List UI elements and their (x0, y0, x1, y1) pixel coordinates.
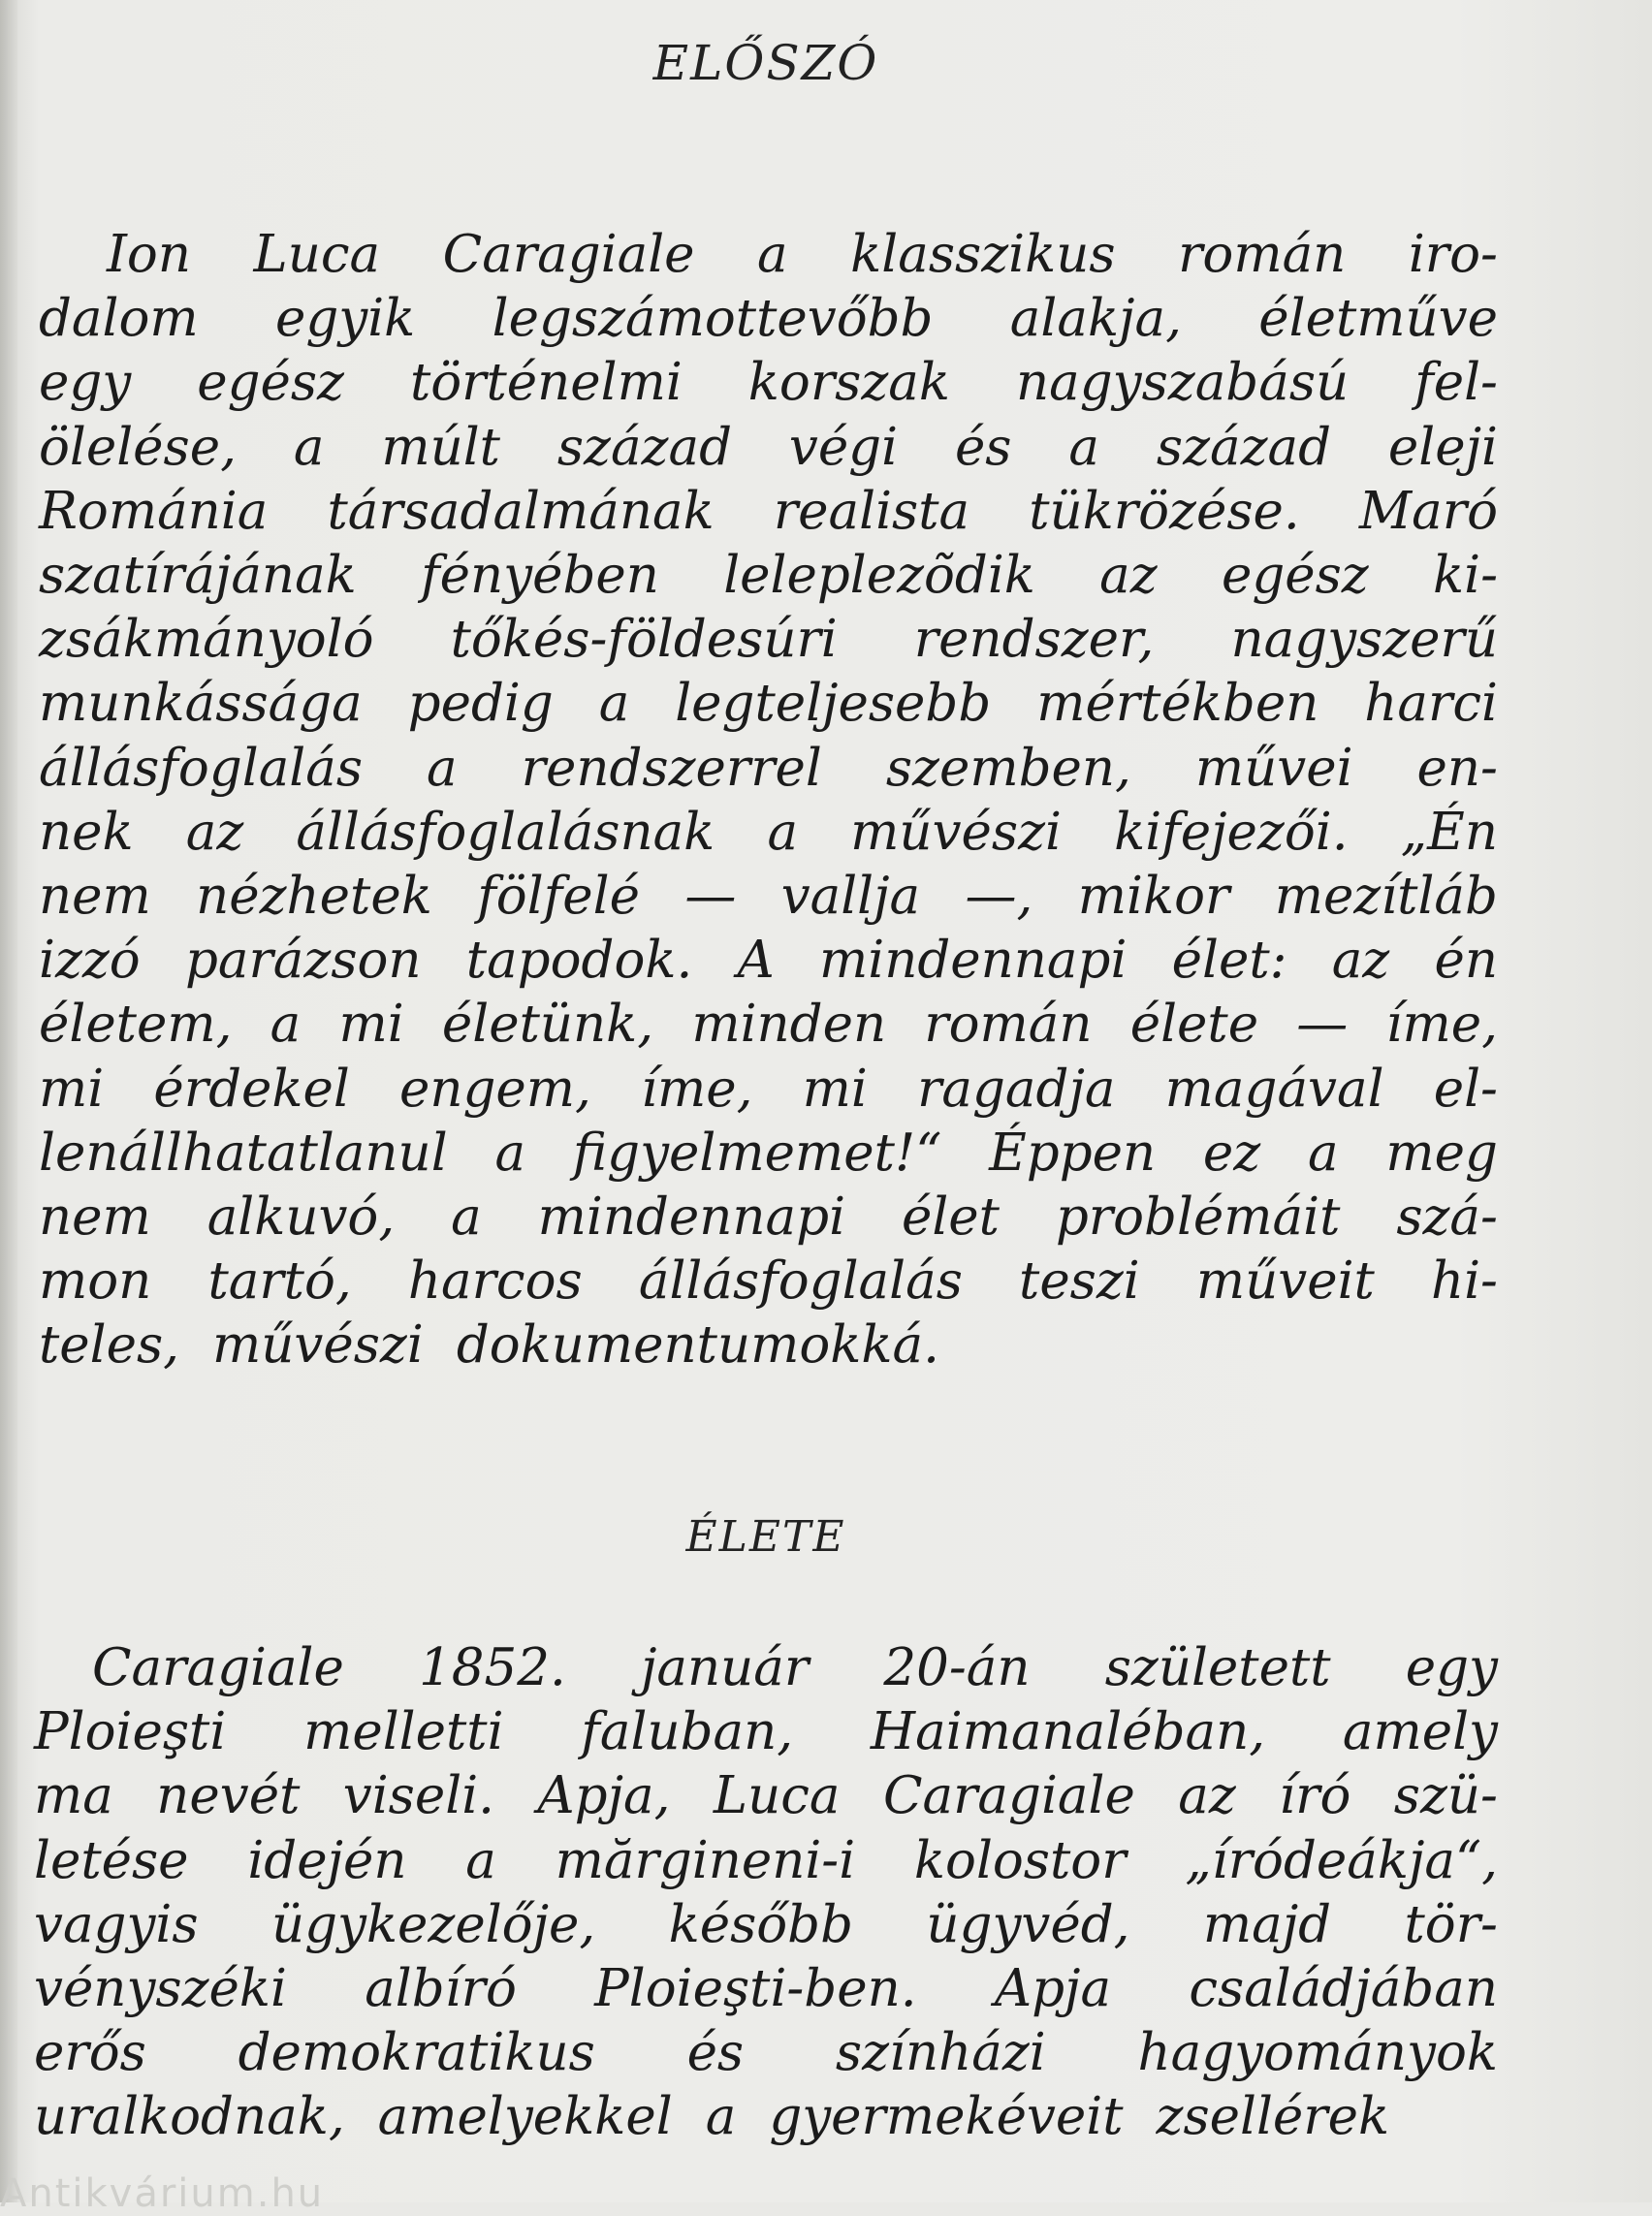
text-line: lenállhatatlanul a figyelmemet!“ Éppen ez a meg (39, 1123, 1498, 1183)
chapter-title: ELŐSZÓ (652, 35, 879, 91)
text-line: nek az állásfoglalásnak a művészi kifejezői. „Én (39, 802, 1498, 862)
text-line: dalom egyik legszámottevőbb alakja, életműve (39, 289, 1498, 349)
text-line: szatírájának fényében leleplezõdik az egész ki- (39, 546, 1498, 605)
text-line: uralkodnak, amelyekkel a gyermekéveit zsellérek (34, 2087, 1390, 2147)
text-line: nem nézhetek fölfelé — vallja —, mikor mezítláb (39, 867, 1498, 926)
text-line: nem alkuvó, a mindennapi élet problémáit szá- (39, 1187, 1498, 1247)
text-line: teles, művészi dokumentumokká. (39, 1315, 939, 1376)
text-line: vényszéki albíró Ploieşti-ben. Apja családjában (34, 1959, 1498, 2018)
text-line: mon tartó, harcos állásfoglalás teszi műveit hi- (39, 1251, 1498, 1312)
text-line: Ploieşti melletti faluban, Haimanaléban, amely (34, 1702, 1498, 1762)
text-line: ma nevét viseli. Apja, Luca Caragiale az író szü- (34, 1766, 1498, 1826)
text-line: munkássága pedig a legteljesebb mértékben harci (39, 674, 1498, 734)
text-line: letése idején a mărgineni-i kolostor „íródeákja“, (34, 1830, 1498, 1890)
text-line: állásfoglalás a rendszerrel szemben, művei en- (39, 738, 1498, 798)
text-line: Románia társadalmának realista tükrözése. Maró (39, 481, 1498, 541)
watermark-text: Antikvárium.hu (0, 2171, 325, 2216)
text-line: zsákmányoló tőkés-földesúri rendszer, nagyszerű (39, 610, 1498, 670)
text-line: erős demokratikus és színházi hagyományok (34, 2023, 1498, 2083)
text-line: Ion Luca Caragiale a klasszikus román iro- (107, 225, 1498, 284)
page-spine-shadow (0, 0, 17, 2202)
text-line: mi érdekel engem, íme, mi ragadja magával el- (39, 1059, 1498, 1119)
text-line: egy egész történelmi korszak nagyszabású fel- (39, 353, 1498, 413)
section-title-life: ÉLETE (685, 1512, 846, 1562)
text-line: Caragiale 1852. január 20-án született egy (92, 1638, 1498, 1697)
text-line: életem, a mi életünk, minden román élete — íme, (39, 995, 1498, 1055)
text-line: izzó parázson tapodok. A mindennapi élet: az én (39, 931, 1498, 991)
text-line: ölelése, a múlt század végi és a század eleji (39, 417, 1498, 477)
text-line: vagyis ügykezelője, később ügyvéd, majd tör- (34, 1894, 1498, 1954)
